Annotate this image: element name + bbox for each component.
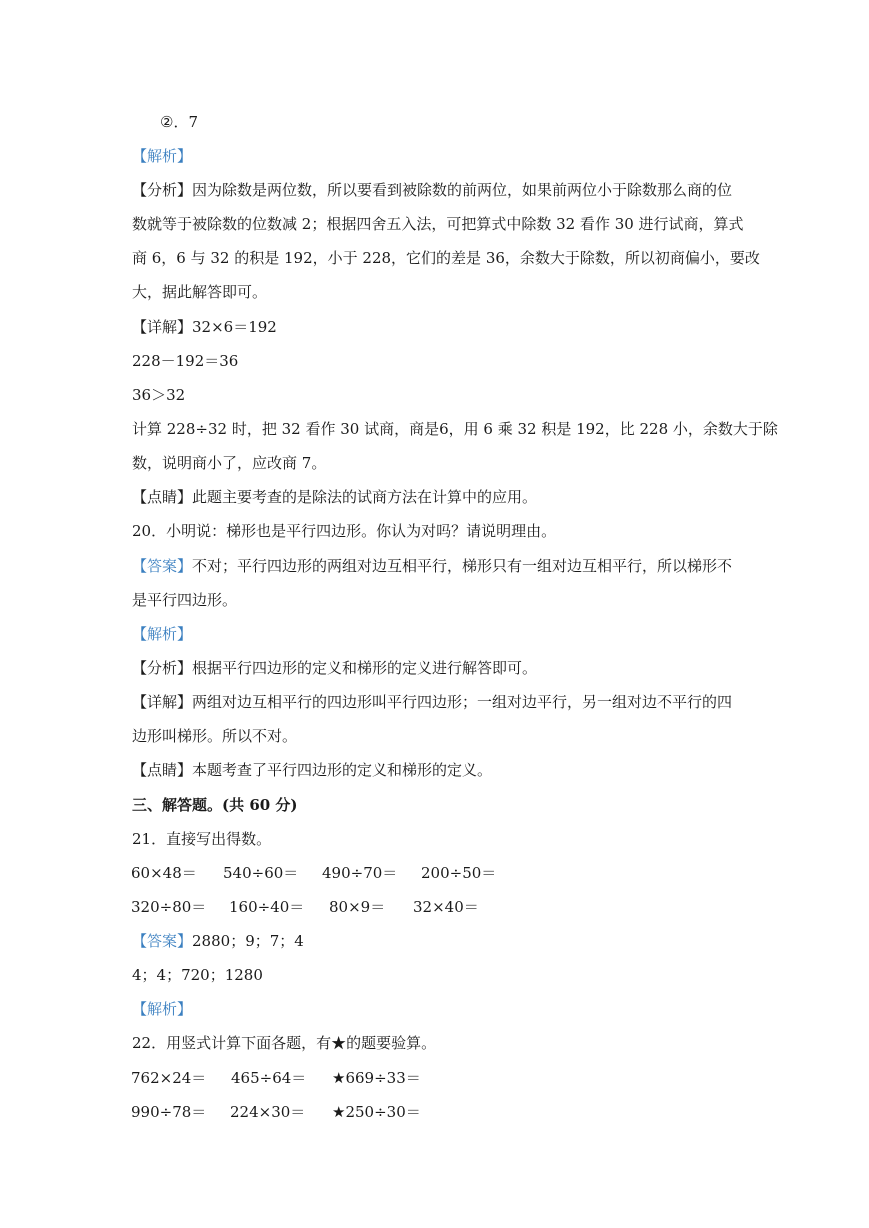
q21-exercise-row: [131, 897, 479, 917]
analysis-paragraph-line: 【分析】因为除数是两位数，所以要看到被除数的前两位，如果前两位小于除数那么商的位: [132, 181, 733, 199]
analysis-paragraph-line: 【分析】根据平行四边形的定义和梯形的定义进行解答即可。: [132, 659, 538, 677]
exercise-item: 224×30＝: [230, 1103, 306, 1121]
answer-line: 【答案】2880；9；7；4: [132, 932, 304, 950]
answer-label: 【答案】: [132, 557, 193, 575]
detail-line: 228－192＝36: [132, 352, 239, 370]
exercise-item: 490÷70＝: [322, 864, 398, 882]
detail-line: 【详解】32×6＝192: [132, 318, 277, 336]
exercise-item: ★250÷30＝: [332, 1103, 421, 1121]
detail-line: 边形叫梯形。所以不对。: [132, 727, 298, 745]
exercise-item: ★669÷33＝: [332, 1069, 421, 1087]
analysis-paragraph-line: 数就等于被除数的位数减 2；根据四舍五入法，可把算式中除数 32 看作 30 进行试商，算式: [132, 215, 744, 233]
detail-label: 【详解】: [132, 318, 193, 336]
question-21: 21．直接写出得数。: [132, 830, 272, 848]
answer-label: 【答案】: [132, 932, 193, 950]
detail-line: 36＞32: [132, 386, 186, 404]
answer-line: 是平行四边形。: [132, 591, 238, 609]
detail-line: 数，说明商小了，应改商 7。: [132, 454, 327, 472]
analysis-heading: 【解析】: [132, 147, 193, 165]
comment-label: 【点睛】: [132, 488, 193, 506]
question-20: 20．小明说：梯形也是平行四边形。你认为对吗？请说明理由。: [132, 522, 557, 540]
q21-exercise-row: [131, 863, 496, 883]
analysis-label: 【分析】: [132, 181, 193, 199]
exercise-item: 32×40＝: [413, 898, 479, 916]
exercise-item: 320÷80＝: [131, 898, 207, 916]
answer-line: 4；4；720；1280: [132, 966, 263, 984]
analysis-heading: 【解析】: [132, 1000, 193, 1018]
detail-label: 【详解】: [132, 693, 193, 711]
exercise-item: 80×9＝: [329, 898, 386, 916]
item-circle-2: ②．7: [160, 113, 198, 131]
analysis-paragraph-line: 大，据此解答即可。: [132, 283, 268, 301]
comment-line: 【点睛】本题考查了平行四边形的定义和梯形的定义。: [132, 761, 493, 779]
exercise-item: 160÷40＝: [229, 898, 305, 916]
exercise-item: 762×24＝: [131, 1069, 207, 1087]
detail-line: 【详解】两组对边互相平行的四边形叫平行四边形；一组对边平行，另一组对边不平行的四: [132, 693, 733, 711]
question-22: 22．用竖式计算下面各题，有★的题要验算。: [132, 1034, 437, 1052]
q22-exercise-row: [131, 1102, 421, 1122]
section-heading: 三、解答题。(共 60 分): [132, 796, 298, 814]
exercise-item: 60×48＝: [131, 864, 197, 882]
analysis-paragraph-line: 商 6，6 与 32 的积是 192，小于 228，它们的差是 36，余数大于除数，所以初商偏小，要改: [132, 249, 760, 267]
q22-exercise-row: [131, 1068, 421, 1088]
answer-line: 【答案】不对；平行四边形的两组对边互相平行，梯形只有一组对边互相平行，所以梯形不: [132, 557, 733, 575]
exercise-item: 540÷60＝: [223, 864, 299, 882]
exercise-item: 990÷78＝: [131, 1103, 207, 1121]
analysis-label: 【分析】: [132, 659, 193, 677]
comment-label: 【点睛】: [132, 761, 193, 779]
exercise-item: 200÷50＝: [421, 864, 497, 882]
detail-line: 计算 228÷32 时，把 32 看作 30 试商，商是6，用 6 乘 32 积是 192，比 228 小，余数大于除: [132, 420, 778, 438]
comment-line: 【点睛】此题主要考查的是除法的试商方法在计算中的应用。: [132, 488, 538, 506]
exercise-item: 465÷64＝: [231, 1069, 307, 1087]
analysis-heading: 【解析】: [132, 625, 193, 643]
